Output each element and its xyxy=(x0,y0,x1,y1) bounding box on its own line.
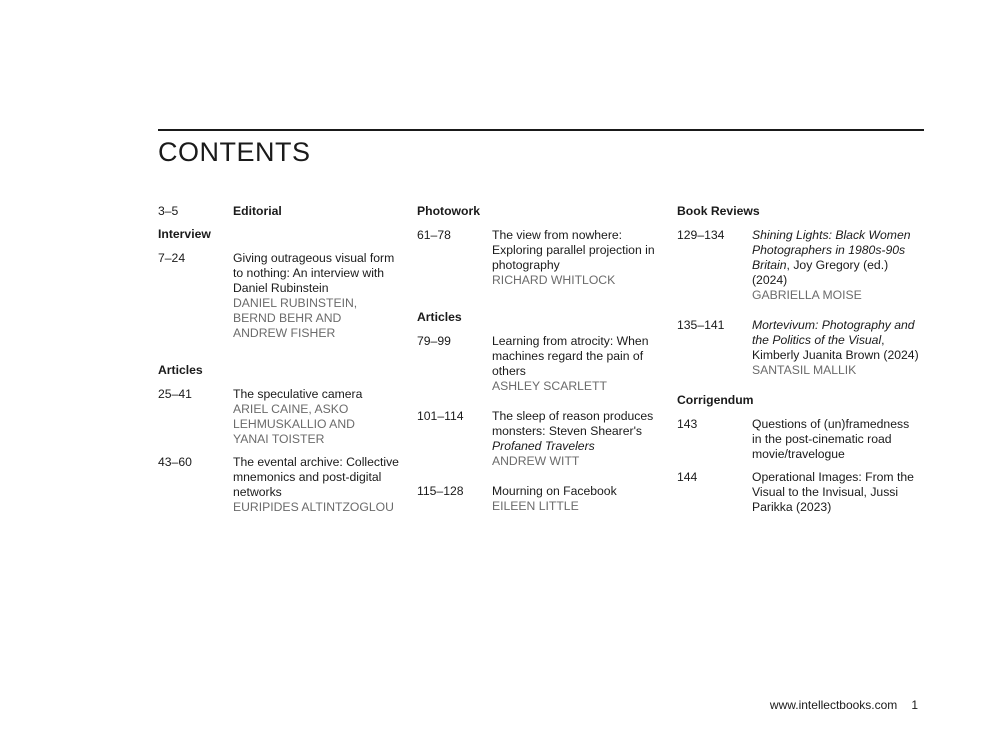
footer-url[interactable]: www.intellectbooks.com xyxy=(769,698,898,712)
entry-author: SANTASIL MALLIK xyxy=(752,363,857,377)
entry-author: LEHMUSKALLIO AND xyxy=(233,417,355,431)
entry-author: EURIPIDES ALTINTZOGLOU xyxy=(233,500,394,514)
entry-title-text: , Kimberly Juanita Brown (2024) xyxy=(752,333,919,362)
entry-author: YANAI TOISTER xyxy=(233,432,325,446)
entry-pages: 144 xyxy=(677,470,698,484)
entry-author: GABRIELLA MOISE xyxy=(752,288,862,302)
article-entry[interactable] xyxy=(417,334,667,394)
entry-author: RICHARD WHITLOCK xyxy=(492,273,616,287)
section-heading-book-reviews: Book Reviews xyxy=(677,204,760,218)
entry-title-text: The sleep of reason produces monsters: Steven Shearer's xyxy=(492,409,654,438)
article-entry[interactable] xyxy=(158,455,403,515)
entry-title: Giving outrageous visual form to nothing: An interview with Daniel Rubinstein xyxy=(233,251,395,295)
article-entry[interactable] xyxy=(417,409,667,469)
contents-column-3 xyxy=(677,204,922,515)
section-heading-articles: Articles xyxy=(417,310,462,324)
page-title: CONTENTS xyxy=(158,137,311,167)
editorial-entry[interactable] xyxy=(158,204,403,219)
entry-pages: 135–141 xyxy=(677,318,725,332)
entry-pages: 79–99 xyxy=(417,334,451,348)
entry-pages: 115–128 xyxy=(417,484,464,498)
corrigendum-entry[interactable] xyxy=(677,470,922,515)
contents-column-1 xyxy=(158,204,403,515)
entry-title xyxy=(752,318,922,363)
entry-title: The view from nowhere: Exploring parallel projection in photography xyxy=(492,228,655,272)
entry-pages: 43–60 xyxy=(158,455,192,469)
entry-title: Operational Images: From the Visual to the Invisual, Jussi Parikka (2023) xyxy=(752,470,914,514)
entry-title: Mourning on Facebook xyxy=(492,484,617,498)
entry-title-text: , Joy Gregory (ed.) (2024) xyxy=(752,258,889,287)
section-heading-interview: Interview xyxy=(158,227,211,241)
entry-author: EILEEN LITTLE xyxy=(492,499,579,513)
entry-pages: 61–78 xyxy=(417,228,451,242)
contents-column-2 xyxy=(417,204,667,514)
section-heading-corrigendum: Corrigendum xyxy=(677,393,754,407)
entry-title-italic: Shining Lights: Black Women Photographers in 1980s-90s Britain xyxy=(752,228,911,272)
entry-title: The evental archive: Collective mnemonics and post-digital networks xyxy=(233,455,399,499)
article-entry[interactable] xyxy=(158,387,403,447)
review-entry[interactable] xyxy=(677,318,922,378)
entry-title xyxy=(492,409,667,454)
entry-pages: 101–114 xyxy=(417,409,464,423)
entry-author: ARIEL CAINE, ASKO xyxy=(233,402,349,416)
entry-author: BERND BEHR AND xyxy=(233,311,342,325)
photowork-entry[interactable] xyxy=(417,228,667,288)
entry-title: Learning from atrocity: When machines regard the pain of others xyxy=(492,334,649,378)
entry-title: Editorial xyxy=(233,204,282,218)
corrigendum-entry[interactable] xyxy=(677,417,922,462)
entry-author: DANIEL RUBINSTEIN, xyxy=(233,296,358,310)
entry-author: ANDREW WITT xyxy=(492,454,580,468)
entry-pages: 3–5 xyxy=(158,204,179,218)
entry-pages: 7–24 xyxy=(158,251,186,265)
entry-title: The speculative camera xyxy=(233,387,363,401)
entry-pages: 25–41 xyxy=(158,387,192,401)
entry-pages: 129–134 xyxy=(677,228,725,242)
entry-pages: 143 xyxy=(677,417,698,431)
section-heading-photowork: Photowork xyxy=(417,204,480,218)
page-number: 1 xyxy=(911,698,918,712)
entry-author: ANDREW FISHER xyxy=(233,326,336,340)
entry-title-italic: Mortevivum: Photography and the Politics of the Visual xyxy=(752,318,915,347)
section-heading-articles: Articles xyxy=(158,363,203,377)
entry-title: Questions of (un)framedness in the post-cinematic road movie/travelogue xyxy=(752,417,910,461)
article-entry[interactable] xyxy=(417,484,667,514)
title-rule xyxy=(158,129,924,131)
entry-title xyxy=(752,228,922,288)
interview-entry[interactable] xyxy=(158,251,403,341)
entry-title-italic: Profaned Travelers xyxy=(492,439,595,453)
review-entry[interactable] xyxy=(677,228,922,303)
entry-author: ASHLEY SCARLETT xyxy=(492,379,607,393)
page-footer xyxy=(770,698,918,712)
